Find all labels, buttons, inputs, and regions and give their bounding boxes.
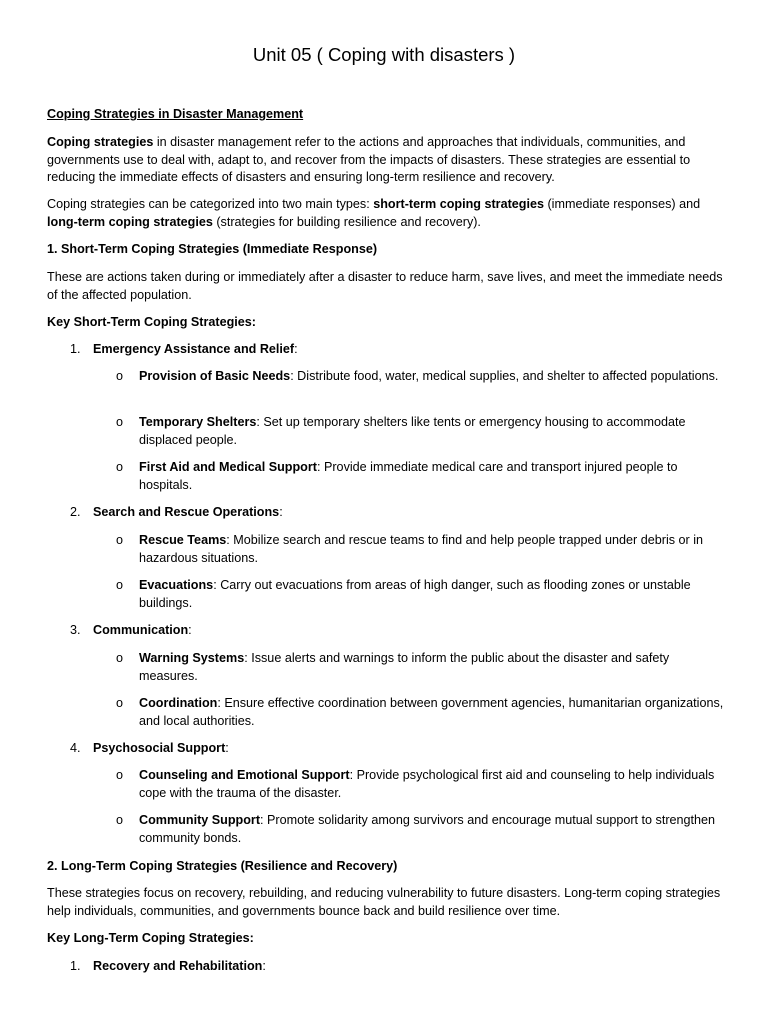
- list-item: Recovery and Rehabilitation:: [93, 959, 266, 973]
- bullet-marker: o: [116, 415, 124, 429]
- list-item: Communication:: [93, 623, 192, 637]
- sub-list-item: Provision of Basic Needs: Distribute food, water, medical supplies, and shelter to affected populations.: [139, 369, 719, 383]
- short-term-key-heading: Key Short-Term Coping Strategies:: [47, 315, 256, 329]
- bullet-marker: o: [116, 578, 124, 592]
- short-term-description: These are actions taken during or immediately after a disaster to reduce harm, save lives, and meet the immediate needs of the affected population.: [47, 270, 723, 302]
- bullet-marker: o: [116, 369, 124, 383]
- sub-list-item: Evacuations: Carry out evacuations from areas of high danger, such as flooding zones or unstable buildings.: [139, 578, 691, 610]
- bullet-marker: o: [116, 533, 124, 547]
- bullet-marker: o: [116, 460, 124, 474]
- sub-list-item: Rescue Teams: Mobilize search and rescue teams to find and help people trapped under debris or in hazardous situations.: [139, 533, 704, 565]
- bullet-marker: o: [116, 813, 124, 827]
- long-term-key-heading: Key Long-Term Coping Strategies:: [47, 931, 254, 945]
- list-number: 4.: [70, 741, 81, 755]
- short-term-heading: 1. Short-Term Coping Strategies (Immediate Response): [47, 242, 378, 256]
- intro-paragraph: Coping strategies in disaster management refer to the actions and approaches that individuals, communities, and governments use to deal with, adapt to, and recover from the impacts of disasters. These strategies are essential to reducing the immediate effects of disasters and ensuring long-term resilience and recovery.: [47, 135, 691, 185]
- sub-list-item: Temporary Shelters: Set up temporary shelters like tents or emergency housing to accommodate displaced people.: [139, 415, 686, 447]
- long-term-description: These strategies focus on recovery, rebuilding, and reducing vulnerability to future disasters. Long-term coping strategies help individuals, communities, and governments bounce back and build resilience over time.: [47, 886, 721, 918]
- section-heading: Coping Strategies in Disaster Management: [47, 107, 304, 121]
- list-item: Psychosocial Support:: [93, 741, 229, 755]
- list-number: 1.: [70, 342, 81, 356]
- list-item: Search and Rescue Operations:: [93, 505, 283, 519]
- sub-list-item: Coordination: Ensure effective coordination between government agencies, humanitarian organizations, and local authorities.: [139, 696, 724, 728]
- list-number: 3.: [70, 623, 81, 637]
- bullet-marker: o: [116, 651, 124, 665]
- sub-list-item: First Aid and Medical Support: Provide immediate medical care and transport injured people to hospitals.: [139, 460, 678, 492]
- list-number: 1.: [70, 959, 81, 973]
- types-paragraph: Coping strategies can be categorized into two main types: short-term coping strategies (immediate responses) and long-term coping strategies (strategies for building resilience and recovery).: [47, 197, 701, 229]
- bullet-marker: o: [116, 768, 124, 782]
- list-item: Emergency Assistance and Relief:: [93, 342, 298, 356]
- sub-list-item: Community Support: Promote solidarity among survivors and encourage mutual support to strengthen community bonds.: [139, 813, 716, 845]
- sub-list-item: Counseling and Emotional Support: Provide psychological first aid and counseling to help individuals cope with the trauma of the disaster.: [139, 768, 715, 800]
- long-term-heading: 2. Long-Term Coping Strategies (Resilience and Recovery): [47, 859, 398, 873]
- page-title: Unit 05 ( Coping with disasters ): [252, 44, 516, 65]
- list-number: 2.: [70, 505, 81, 519]
- sub-list-item: Warning Systems: Issue alerts and warnings to inform the public about the disaster and safety measures.: [139, 651, 670, 683]
- bullet-marker: o: [116, 696, 124, 710]
